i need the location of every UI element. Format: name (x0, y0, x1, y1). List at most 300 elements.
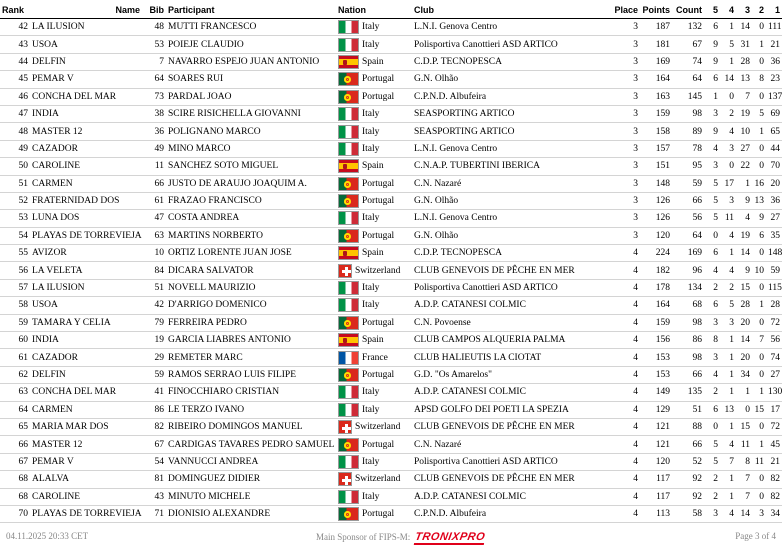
c3-cell: 1 (736, 384, 752, 401)
c4-cell: 17 (720, 175, 736, 192)
points-cell: 149 (640, 384, 672, 401)
points-cell: 153 (640, 366, 672, 383)
count-cell: 74 (672, 53, 704, 70)
c2-cell: 1 (752, 123, 766, 140)
count-cell: 78 (672, 140, 704, 157)
results-body (0, 19, 782, 523)
table-row (0, 140, 782, 157)
points-cell: 181 (640, 36, 672, 53)
table-row (0, 227, 782, 244)
place-cell: 4 (600, 349, 640, 366)
table-row (0, 384, 782, 401)
flag-it-icon (338, 403, 359, 417)
participant-cell: DIONISIO ALEXANDRE (166, 505, 336, 522)
c1-cell: 34 (766, 505, 782, 522)
col-2: 2 (752, 2, 766, 19)
name-cell: LA ILUSION (30, 19, 142, 36)
flag-pt-icon (338, 194, 359, 208)
count-cell: 134 (672, 279, 704, 296)
flag-pt-icon (338, 438, 359, 452)
c5-cell: 5 (704, 453, 720, 470)
name-cell: CAZADOR (30, 349, 142, 366)
points-cell: 224 (640, 245, 672, 262)
name-cell: AVIZOR (30, 245, 142, 262)
points-cell: 117 (640, 471, 672, 488)
nation-label: Italy (362, 283, 380, 294)
col-bib: Bib (142, 2, 166, 19)
c4-cell: 0 (720, 158, 736, 175)
nation-cell (336, 245, 412, 262)
header-row (0, 2, 782, 19)
participant-cell: COSTA ANDREA (166, 210, 336, 227)
c5-cell: 2 (704, 279, 720, 296)
rank-cell: 65 (0, 418, 30, 435)
nation-cell (336, 297, 412, 314)
place-cell: 4 (600, 505, 640, 522)
c5-cell: 4 (704, 140, 720, 157)
c5-cell: 6 (704, 401, 720, 418)
c4-cell: 1 (720, 349, 736, 366)
nation-label: Portugal (362, 178, 395, 189)
flag-pt-icon (338, 316, 359, 330)
name-cell: LA ILUSION (30, 279, 142, 296)
points-cell: 159 (640, 314, 672, 331)
points-cell: 157 (640, 140, 672, 157)
c5-cell: 8 (704, 332, 720, 349)
place-cell: 3 (600, 36, 640, 53)
rank-cell: 51 (0, 175, 30, 192)
flag-pt-icon (338, 72, 359, 86)
participant-cell: RAMOS SERRAO LUIS FILIPE (166, 366, 336, 383)
col-nation: Nation (336, 2, 412, 19)
points-cell: 120 (640, 453, 672, 470)
flag-ch-icon (338, 420, 352, 434)
participant-cell: FERREIRA PEDRO (166, 314, 336, 331)
c2-cell: 8 (752, 71, 766, 88)
bib-cell: 10 (142, 245, 166, 262)
flag-it-icon (338, 107, 359, 121)
c4-cell: 2 (720, 105, 736, 122)
nation-label: Spain (362, 248, 384, 259)
club-cell: C.D.P. TECNOPESCA (412, 53, 600, 70)
c4-cell: 7 (720, 453, 736, 470)
count-cell: 56 (672, 210, 704, 227)
c5-cell: 9 (704, 123, 720, 140)
count-cell: 132 (672, 19, 704, 36)
flag-it-icon (338, 142, 359, 156)
nation-label: Switzerland (355, 422, 401, 433)
nation-cell (336, 453, 412, 470)
place-cell: 3 (600, 71, 640, 88)
nation-cell (336, 36, 412, 53)
flag-pt-icon (338, 229, 359, 243)
rank-cell: 64 (0, 401, 30, 418)
table-row (0, 123, 782, 140)
count-cell: 92 (672, 471, 704, 488)
c2-cell: 0 (752, 418, 766, 435)
c4-cell: 1 (720, 418, 736, 435)
bib-cell: 38 (142, 105, 166, 122)
results-table (0, 2, 782, 523)
table-row (0, 175, 782, 192)
name-cell: INDIA (30, 105, 142, 122)
c4-cell: 1 (720, 471, 736, 488)
table-row (0, 71, 782, 88)
participant-cell: SCIRE RISICHELLA GIOVANNI (166, 105, 336, 122)
c2-cell: 16 (752, 175, 766, 192)
bib-cell: 51 (142, 279, 166, 296)
c1-cell: 65 (766, 123, 782, 140)
c3-cell: 15 (736, 418, 752, 435)
name-cell: TAMARA Y CELIA (30, 314, 142, 331)
rank-cell: 62 (0, 366, 30, 383)
participant-cell: MARTINS NORBERTO (166, 227, 336, 244)
rank-cell: 59 (0, 314, 30, 331)
c3-cell: 20 (736, 349, 752, 366)
count-cell: 52 (672, 453, 704, 470)
rank-cell: 68 (0, 471, 30, 488)
c1-cell: 69 (766, 105, 782, 122)
flag-es-icon (338, 333, 359, 347)
flag-pt-icon (338, 507, 359, 521)
points-cell: 156 (640, 332, 672, 349)
participant-cell: NOVELL MAURIZIO (166, 279, 336, 296)
place-cell: 4 (600, 297, 640, 314)
table-row (0, 279, 782, 296)
nation-label: Portugal (362, 231, 395, 242)
bib-cell: 71 (142, 505, 166, 522)
c3-cell: 27 (736, 140, 752, 157)
c1-cell: 44 (766, 140, 782, 157)
bib-cell: 81 (142, 471, 166, 488)
bib-cell: 36 (142, 123, 166, 140)
c1-cell: 82 (766, 471, 782, 488)
c4-cell: 2 (720, 279, 736, 296)
table-row (0, 36, 782, 53)
bib-cell: 48 (142, 19, 166, 36)
nation-cell (336, 105, 412, 122)
participant-cell: RIBEIRO DOMINGOS MANUEL (166, 418, 336, 435)
club-cell: L.N.I. Genova Centro (412, 210, 600, 227)
table-row (0, 418, 782, 435)
c5-cell: 5 (704, 436, 720, 453)
club-cell: A.D.P. CATANESI COLMIC (412, 384, 600, 401)
c4-cell: 1 (720, 366, 736, 383)
points-cell: 117 (640, 488, 672, 505)
count-cell: 86 (672, 332, 704, 349)
nation-cell (336, 175, 412, 192)
participant-cell: SANCHEZ SOTO MIGUEL (166, 158, 336, 175)
name-cell: PEMAR V (30, 453, 142, 470)
nation-cell (336, 366, 412, 383)
points-cell: 126 (640, 192, 672, 209)
bib-cell: 73 (142, 88, 166, 105)
nation-cell (336, 471, 412, 488)
flag-it-icon (338, 125, 359, 139)
c3-cell: 14 (736, 245, 752, 262)
count-cell: 89 (672, 123, 704, 140)
participant-cell: VANNUCCI ANDREA (166, 453, 336, 470)
club-cell: SEASPORTING ARTICO (412, 123, 600, 140)
club-cell: Polisportiva Canottieri ASD ARTICO (412, 36, 600, 53)
table-row (0, 262, 782, 279)
rank-cell: 57 (0, 279, 30, 296)
bib-cell: 53 (142, 36, 166, 53)
bib-cell: 41 (142, 384, 166, 401)
count-cell: 88 (672, 418, 704, 435)
name-cell: CONCHA DEL MAR (30, 384, 142, 401)
rank-cell: 66 (0, 436, 30, 453)
bib-cell: 63 (142, 227, 166, 244)
rank-cell: 50 (0, 158, 30, 175)
c5-cell: 3 (704, 314, 720, 331)
c4-cell: 11 (720, 210, 736, 227)
points-cell: 153 (640, 349, 672, 366)
nation-cell (336, 401, 412, 418)
club-cell: CLUB CAMPOS ALQUERIA PALMA (412, 332, 600, 349)
c5-cell: 4 (704, 366, 720, 383)
c3-cell: 4 (736, 210, 752, 227)
participant-cell: FINOCCHIARO CRISTIAN (166, 384, 336, 401)
nation-label: Italy (362, 404, 380, 415)
table-row (0, 158, 782, 175)
rank-cell: 47 (0, 105, 30, 122)
place-cell: 3 (600, 175, 640, 192)
participant-cell: MINUTO MICHELE (166, 488, 336, 505)
table-row (0, 401, 782, 418)
points-cell: 182 (640, 262, 672, 279)
flag-it-icon (338, 281, 359, 295)
table-row (0, 314, 782, 331)
club-cell: G.N. Olhão (412, 227, 600, 244)
nation-label: France (362, 352, 388, 363)
rank-cell: 55 (0, 245, 30, 262)
nation-label: Italy (362, 457, 380, 468)
c3-cell: 14 (736, 19, 752, 36)
c2-cell: 0 (752, 140, 766, 157)
c5-cell: 2 (704, 384, 720, 401)
bib-cell: 64 (142, 71, 166, 88)
c3-cell: 7 (736, 88, 752, 105)
club-cell: Polisportiva Canottieri ASD ARTICO (412, 453, 600, 470)
name-cell: CARMEN (30, 401, 142, 418)
rank-cell: 52 (0, 192, 30, 209)
c2-cell: 1 (752, 436, 766, 453)
c5-cell: 6 (704, 19, 720, 36)
c2-cell: 1 (752, 297, 766, 314)
c1-cell: 148 (766, 245, 782, 262)
count-cell: 92 (672, 488, 704, 505)
c2-cell: 6 (752, 227, 766, 244)
rank-cell: 60 (0, 332, 30, 349)
c1-cell: 56 (766, 332, 782, 349)
count-cell: 66 (672, 436, 704, 453)
club-cell: C.N. Povoense (412, 314, 600, 331)
nation-cell (336, 279, 412, 296)
c5-cell: 0 (704, 418, 720, 435)
club-cell: C.N. Nazaré (412, 175, 600, 192)
c1-cell: 21 (766, 453, 782, 470)
place-cell: 3 (600, 123, 640, 140)
participant-cell: CARDIGAS TAVARES PEDRO SAMUEL (166, 436, 336, 453)
c5-cell: 3 (704, 505, 720, 522)
rank-cell: 49 (0, 140, 30, 157)
club-cell: L.N.I. Genova Centro (412, 140, 600, 157)
rank-cell: 56 (0, 262, 30, 279)
participant-cell: REMETER MARC (166, 349, 336, 366)
c4-cell: 3 (720, 140, 736, 157)
name-cell: MASTER 12 (30, 436, 142, 453)
participant-cell: DICARA SALVATOR (166, 262, 336, 279)
count-cell: 64 (672, 71, 704, 88)
bib-cell: 66 (142, 175, 166, 192)
name-cell: DELFIN (30, 53, 142, 70)
club-cell: C.N.A.P. TUBERTINI IBERICA (412, 158, 600, 175)
nation-cell (336, 436, 412, 453)
points-cell: 163 (640, 88, 672, 105)
c2-cell: 0 (752, 314, 766, 331)
participant-cell: PARDAL JOAO (166, 88, 336, 105)
flag-fr-icon (338, 351, 359, 365)
c1-cell: 74 (766, 349, 782, 366)
name-cell: USOA (30, 36, 142, 53)
c1-cell: 111 (766, 19, 782, 36)
name-cell: PLAYAS DE TORREVIEJA (30, 505, 142, 522)
place-cell: 3 (600, 88, 640, 105)
col-3: 3 (736, 2, 752, 19)
nation-label: Italy (362, 144, 380, 155)
c1-cell: 36 (766, 53, 782, 70)
c5-cell: 3 (704, 349, 720, 366)
name-cell: CAROLINE (30, 488, 142, 505)
table-row (0, 349, 782, 366)
nation-label: Portugal (362, 370, 395, 381)
name-cell: PLAYAS DE TORREVIEJA (30, 227, 142, 244)
rank-cell: 61 (0, 349, 30, 366)
c2-cell: 11 (752, 453, 766, 470)
c3-cell: 22 (736, 158, 752, 175)
points-cell: 158 (640, 123, 672, 140)
c3-cell: 0 (736, 401, 752, 418)
bib-cell: 7 (142, 53, 166, 70)
participant-cell: JUSTO DE ARAUJO JOAQUIM A. (166, 175, 336, 192)
flag-it-icon (338, 385, 359, 399)
bib-cell: 59 (142, 366, 166, 383)
table-row (0, 192, 782, 209)
table-row (0, 366, 782, 383)
place-cell: 4 (600, 401, 640, 418)
c2-cell: 9 (752, 210, 766, 227)
c4-cell: 4 (720, 436, 736, 453)
c4-cell: 5 (720, 36, 736, 53)
col-1: 1 (766, 2, 782, 19)
c4-cell: 3 (720, 314, 736, 331)
points-cell: 148 (640, 175, 672, 192)
points-cell: 151 (640, 158, 672, 175)
nation-label: Switzerland (355, 474, 401, 485)
flag-it-icon (338, 298, 359, 312)
points-cell: 164 (640, 71, 672, 88)
bib-cell: 49 (142, 140, 166, 157)
participant-cell: ORTIZ LORENTE JUAN JOSE (166, 245, 336, 262)
club-cell: Polisportiva Canottieri ASD ARTICO (412, 279, 600, 296)
place-cell: 3 (600, 105, 640, 122)
flag-pt-icon (338, 368, 359, 382)
bib-cell: 61 (142, 192, 166, 209)
flag-it-icon (338, 455, 359, 469)
name-cell: MARIA MAR DOS (30, 418, 142, 435)
bib-cell: 84 (142, 262, 166, 279)
c1-cell: 36 (766, 192, 782, 209)
nation-label: Italy (362, 300, 380, 311)
bib-cell: 42 (142, 297, 166, 314)
place-cell: 3 (600, 158, 640, 175)
points-cell: 121 (640, 436, 672, 453)
footer-timestamp: 04.11.2025 20:33 CET (6, 531, 89, 541)
c4-cell: 1 (720, 384, 736, 401)
c3-cell: 34 (736, 366, 752, 383)
c4-cell: 4 (720, 505, 736, 522)
name-cell: CONCHA DEL MAR (30, 88, 142, 105)
place-cell: 4 (600, 453, 640, 470)
name-cell: USOA (30, 297, 142, 314)
count-cell: 66 (672, 192, 704, 209)
c1-cell: 28 (766, 297, 782, 314)
c5-cell: 0 (704, 227, 720, 244)
participant-cell: FRAZAO FRANCISCO (166, 192, 336, 209)
nation-label: Switzerland (355, 265, 401, 276)
c2-cell: 0 (752, 158, 766, 175)
c4-cell: 1 (720, 53, 736, 70)
rank-cell: 46 (0, 88, 30, 105)
c1-cell: 72 (766, 314, 782, 331)
nation-cell (336, 227, 412, 244)
c2-cell: 15 (752, 401, 766, 418)
club-cell: C.D.P. TECNOPESCA (412, 245, 600, 262)
rank-cell: 54 (0, 227, 30, 244)
c2-cell: 1 (752, 36, 766, 53)
name-cell: CAROLINE (30, 158, 142, 175)
points-cell: 121 (640, 418, 672, 435)
participant-cell: SOARES RUI (166, 71, 336, 88)
flag-it-icon (338, 38, 359, 52)
nation-cell (336, 192, 412, 209)
c1-cell: 115 (766, 279, 782, 296)
nation-cell (336, 314, 412, 331)
footer-sponsor (316, 531, 484, 545)
table-row (0, 105, 782, 122)
c3-cell: 28 (736, 297, 752, 314)
footer-page-number: Page 3 of 4 (735, 531, 776, 541)
count-cell: 98 (672, 105, 704, 122)
table-row (0, 297, 782, 314)
c3-cell: 14 (736, 505, 752, 522)
flag-ch-icon (338, 472, 352, 486)
c5-cell: 9 (704, 53, 720, 70)
count-cell: 98 (672, 314, 704, 331)
nation-label: Portugal (362, 74, 395, 85)
c2-cell: 7 (752, 332, 766, 349)
participant-cell: D'ARRIGO DOMENICO (166, 297, 336, 314)
name-cell: LUNA DOS (30, 210, 142, 227)
count-cell: 98 (672, 349, 704, 366)
c1-cell: 21 (766, 36, 782, 53)
count-cell: 58 (672, 505, 704, 522)
club-cell: A.D.P. CATANESI COLMIC (412, 488, 600, 505)
c4-cell: 14 (720, 71, 736, 88)
c3-cell: 19 (736, 105, 752, 122)
club-cell: C.P.N.D. Albufeira (412, 505, 600, 522)
